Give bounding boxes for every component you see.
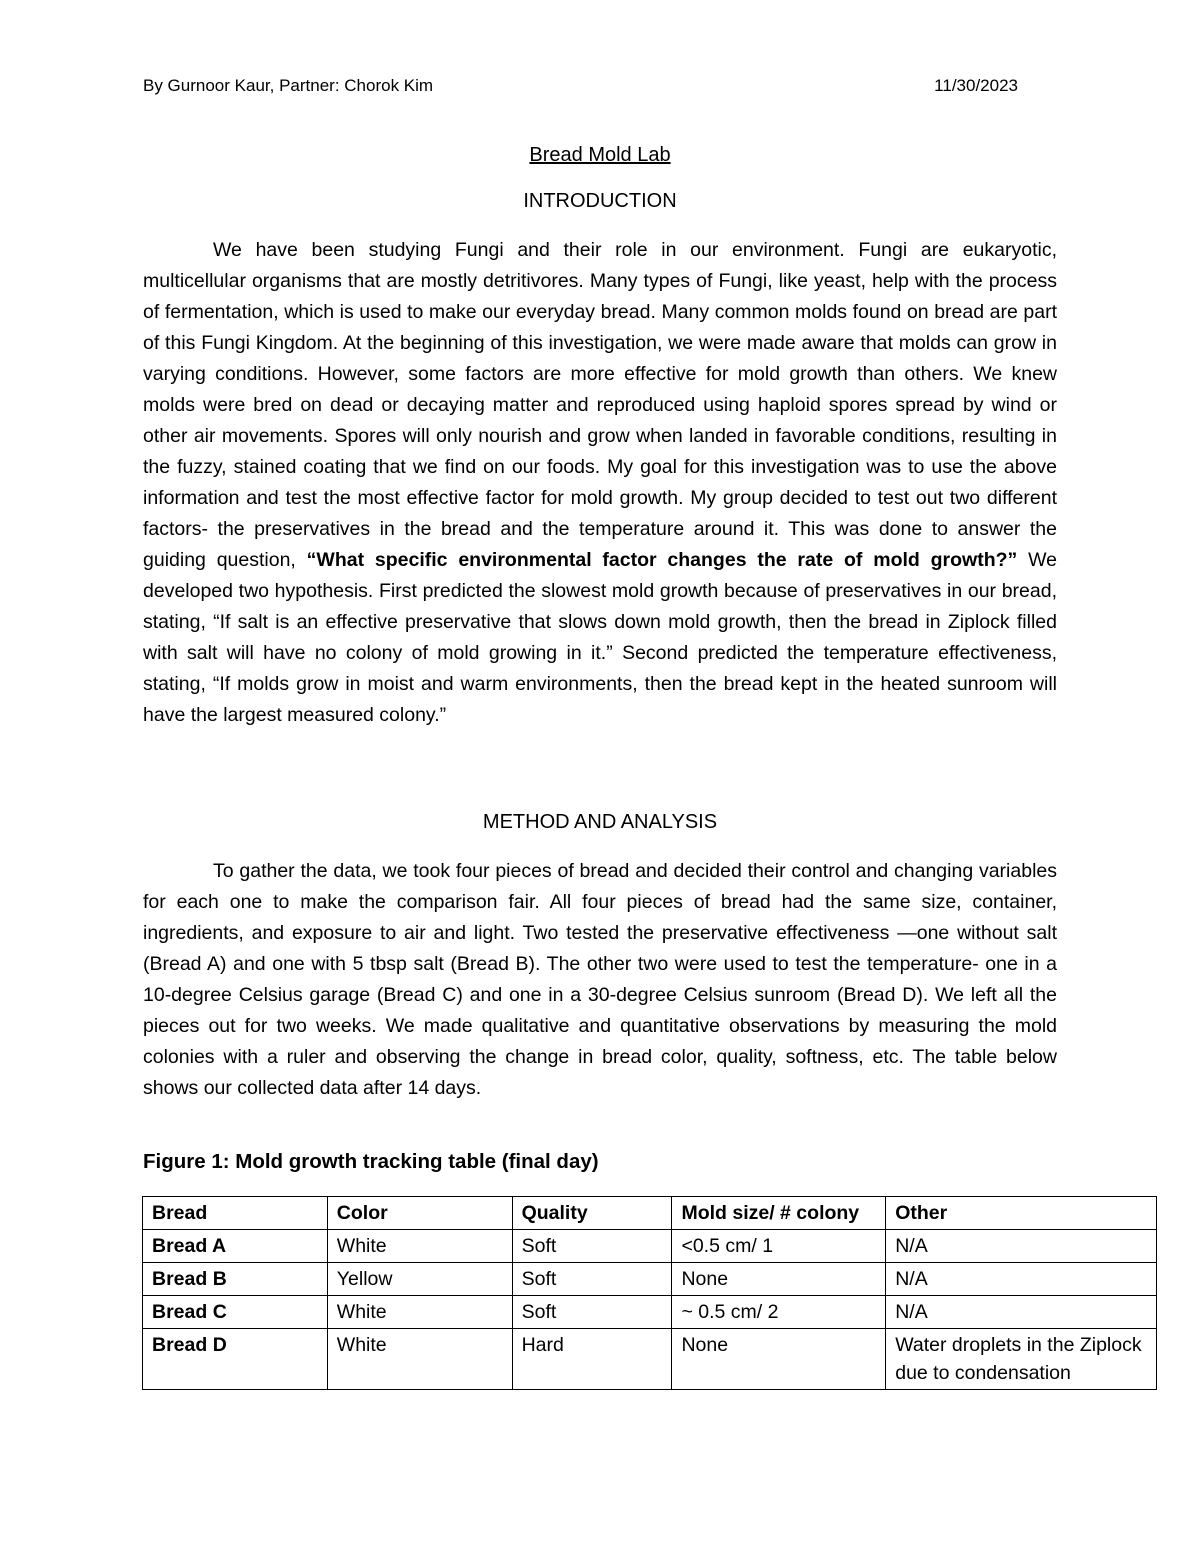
table-cell: Yellow [327,1263,512,1296]
column-header: Color [327,1197,512,1230]
table-cell: ~ 0.5 cm/ 2 [672,1296,886,1329]
table-cell: None [672,1329,886,1390]
table-cell: Water droplets in the Ziplock due to condensation [886,1329,1157,1390]
guiding-question: “What specific environmental factor changes the rate of mold growth?” [306,549,1018,571]
intro-text-before: We have been studying Fungi and their role in our environment. Fungi are eukaryotic, multicellular organisms that are mostly detritivores. Many types of Fungi, like yeast, help with the process of fermentation, which is used to make our everyday bread. Many common molds found on bread are part of this Fungi Kingdom. At the beginning of this investigation, we were made aware that molds can grow in varying conditions. However, some factors are more effective for mold growth than others. We knew molds were bred on dead or decaying matter and reproduced using haploid spores spread by wind or other air movements. Spores will only nourish and grow when landed in favorable conditions, resulting in the fuzzy, stained coating that we find on our foods. My goal for this investigation was to use the above information and test the most effective factor for mold growth. My group decided to test out two different factors- the preservatives in the bread and the temperature around it. This was done to answer the guiding question, [143,239,1057,571]
table-cell: Bread A [143,1230,328,1263]
column-header: Bread [143,1197,328,1230]
table-cell: Soft [512,1263,672,1296]
table-cell: Soft [512,1296,672,1329]
intro-heading: INTRODUCTION [523,190,677,212]
table-cell: Bread D [143,1329,328,1390]
table-cell: White [327,1230,512,1263]
table-cell: Hard [512,1329,672,1390]
intro-paragraph [143,235,1057,731]
table-cell: White [327,1329,512,1390]
mold-growth-table [142,1196,1157,1390]
table-cell: None [672,1263,886,1296]
column-header: Other [886,1197,1157,1230]
figure-caption: Figure 1: Mold growth tracking table (final day) [143,1150,599,1173]
table-cell: N/A [886,1263,1157,1296]
method-heading: METHOD AND ANALYSIS [482,811,718,833]
method-paragraph: To gather the data, we took four pieces of bread and decided their control and changing variables for each one to make the comparison fair. All four pieces of bread had the same size, container, ingredients, and exposure to air and light. Two tested the preservative effectiveness —one without salt (Bread A) and one with 5 tbsp salt (Bread B). The other two were used to test the temperature- one in a 10-degree Celsius garage (Bread C) and one in a 30-degree Celsius sunroom (Bread D). We left all the pieces out for two weeks. We made qualitative and quantitative observations by measuring the mold colonies with a ruler and observing the change in bread color, quality, softness, etc. The table below shows our collected data after 14 days. [143,860,1057,1099]
document-title: Bread Mold Lab [529,144,671,166]
column-header: Mold size/ # colony [672,1197,886,1230]
table-cell: Soft [512,1230,672,1263]
table-row [143,1329,1157,1390]
page-header [143,76,1018,96]
date: 11/30/2023 [934,76,1018,95]
author-line: By Gurnoor Kaur, Partner: Chorok Kim [143,76,434,95]
table-cell: Bread C [143,1296,328,1329]
table-cell: White [327,1296,512,1329]
table-cell: Bread B [143,1263,328,1296]
table-cell: N/A [886,1230,1157,1263]
table-header-row [143,1197,1157,1230]
table-row [143,1296,1157,1329]
table-row [143,1263,1157,1296]
column-header: Quality [512,1197,672,1230]
table-row [143,1230,1157,1263]
table-cell: N/A [886,1296,1157,1329]
table-cell: <0.5 cm/ 1 [672,1230,886,1263]
intro-text-after: We developed two hypothesis. First predicted the slowest mold growth because of preservatives in our bread, stating, “If salt is an effective preservative that slows down mold growth, then the bread in Ziplock filled with salt will have no colony of mold growing in it.” Second predicted the temperature effectiveness, stating, “If molds grow in moist and warm environments, then the bread kept in the heated sunroom will have the largest measured colony.” [143,549,1057,726]
